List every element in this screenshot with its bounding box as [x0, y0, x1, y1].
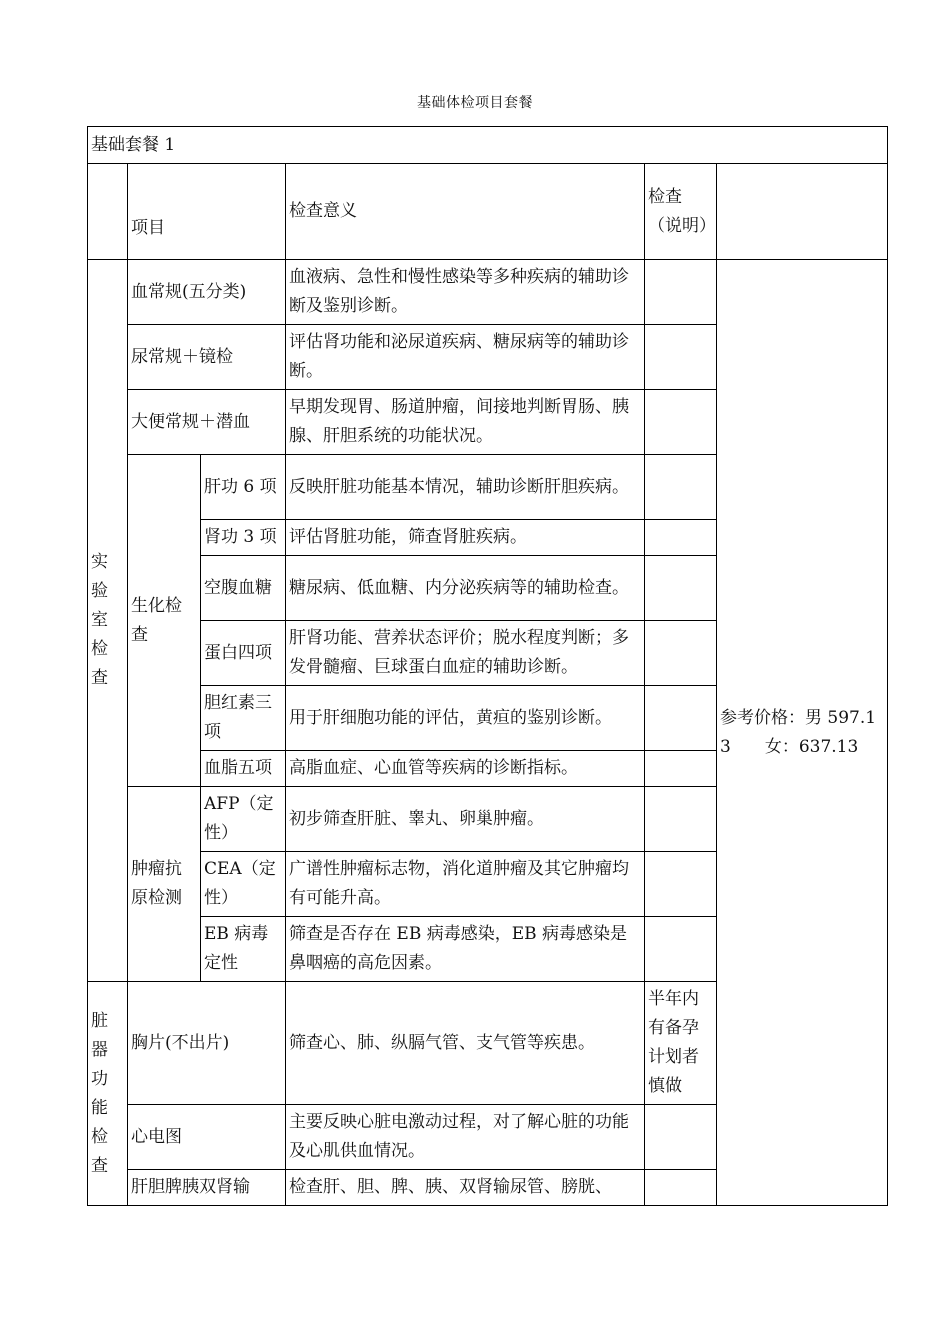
item-name: 大便常规＋潜血	[128, 390, 286, 455]
item-name: 尿常规＋镜检	[128, 325, 286, 390]
table-row	[88, 260, 888, 325]
item-name: 肝功 6 项	[201, 455, 286, 520]
item-meaning: 广谱性肿瘤标志物，消化道肿瘤及其它肿瘤均有可能升高。	[286, 852, 645, 917]
group-organ-label: 脏器功能检查	[88, 982, 128, 1206]
item-meaning: 糖尿病、低血糖、内分泌疾病等的辅助检查。	[286, 556, 645, 621]
item-note	[645, 621, 717, 686]
item-meaning: 血液病、急性和慢性感染等多种疾病的辅助诊断及鉴别诊断。	[286, 260, 645, 325]
subgroup-biochem-label: 生化检查	[128, 455, 201, 787]
item-meaning: 筛查心、肺、纵膈气管、支气管等疾患。	[286, 982, 645, 1105]
item-name: 血常规(五分类)	[128, 260, 286, 325]
item-meaning: 评估肾脏功能，筛查肾脏疾病。	[286, 520, 645, 556]
item-note	[645, 787, 717, 852]
package-table	[87, 126, 888, 1206]
item-meaning: 反映肝脏功能基本情况，辅助诊断肝胆疾病。	[286, 455, 645, 520]
header-price-cell	[717, 164, 888, 260]
item-meaning: 用于肝细胞功能的评估，黄疸的鉴别诊断。	[286, 686, 645, 751]
item-meaning: 筛查是否存在 EB 病毒感染，EB 病毒感染是鼻咽癌的高危因素。	[286, 917, 645, 982]
item-meaning: 初步筛查肝脏、睾丸、卵巢肿瘤。	[286, 787, 645, 852]
item-name: EB 病毒定性	[201, 917, 286, 982]
item-meaning: 主要反映心脏电激动过程，对了解心脏的功能及心肌供血情况。	[286, 1105, 645, 1170]
package-name-row	[88, 127, 888, 164]
item-name: 胸片(不出片)	[128, 982, 286, 1105]
item-note	[645, 1105, 717, 1170]
item-note	[645, 260, 717, 325]
item-note	[645, 1170, 717, 1206]
item-meaning: 肝肾功能、营养状态评价；脱水程度判断；多发骨髓瘤、巨球蛋白血症的辅助诊断。	[286, 621, 645, 686]
subgroup-tumor-label: 肿瘤抗原检测	[128, 787, 201, 982]
item-name: 心电图	[128, 1105, 286, 1170]
item-note	[645, 455, 717, 520]
item-note	[645, 686, 717, 751]
header-empty-cell	[88, 164, 128, 260]
item-meaning: 评估肾功能和泌尿道疾病、糖尿病等的辅助诊断。	[286, 325, 645, 390]
header-meaning: 检查意义	[286, 164, 645, 260]
item-name: CEA（定性）	[201, 852, 286, 917]
item-meaning: 早期发现胃、肠道肿瘤，间接地判断胃肠、胰腺、肝胆系统的功能状况。	[286, 390, 645, 455]
document-title: 基础体检项目套餐	[417, 95, 533, 111]
header-note: 检查（说明）	[645, 164, 717, 260]
item-note	[645, 917, 717, 982]
item-name: 蛋白四项	[201, 621, 286, 686]
item-note	[645, 751, 717, 787]
item-meaning: 高脂血症、心血管等疾病的诊断指标。	[286, 751, 645, 787]
item-note: 半年内有备孕计划者慎做	[645, 982, 717, 1105]
item-note	[645, 556, 717, 621]
header-item: 项目	[128, 164, 286, 260]
group-lab-label: 实验室检查	[88, 260, 128, 982]
package-name: 基础套餐 1	[88, 127, 888, 164]
item-name: 肾功 3 项	[201, 520, 286, 556]
item-name: 肝胆脾胰双肾输	[128, 1170, 286, 1206]
item-name: 空腹血糖	[201, 556, 286, 621]
item-meaning: 检查肝、胆、脾、胰、双肾输尿管、膀胱、	[286, 1170, 645, 1206]
item-note	[645, 520, 717, 556]
item-name: AFP（定性）	[201, 787, 286, 852]
item-name: 血脂五项	[201, 751, 286, 787]
table-header-row	[88, 164, 888, 260]
item-note	[645, 390, 717, 455]
item-note	[645, 325, 717, 390]
item-note	[645, 852, 717, 917]
price-note: 参考价格：男 597.13 女：637.13	[717, 260, 888, 1206]
item-name: 胆红素三项	[201, 686, 286, 751]
